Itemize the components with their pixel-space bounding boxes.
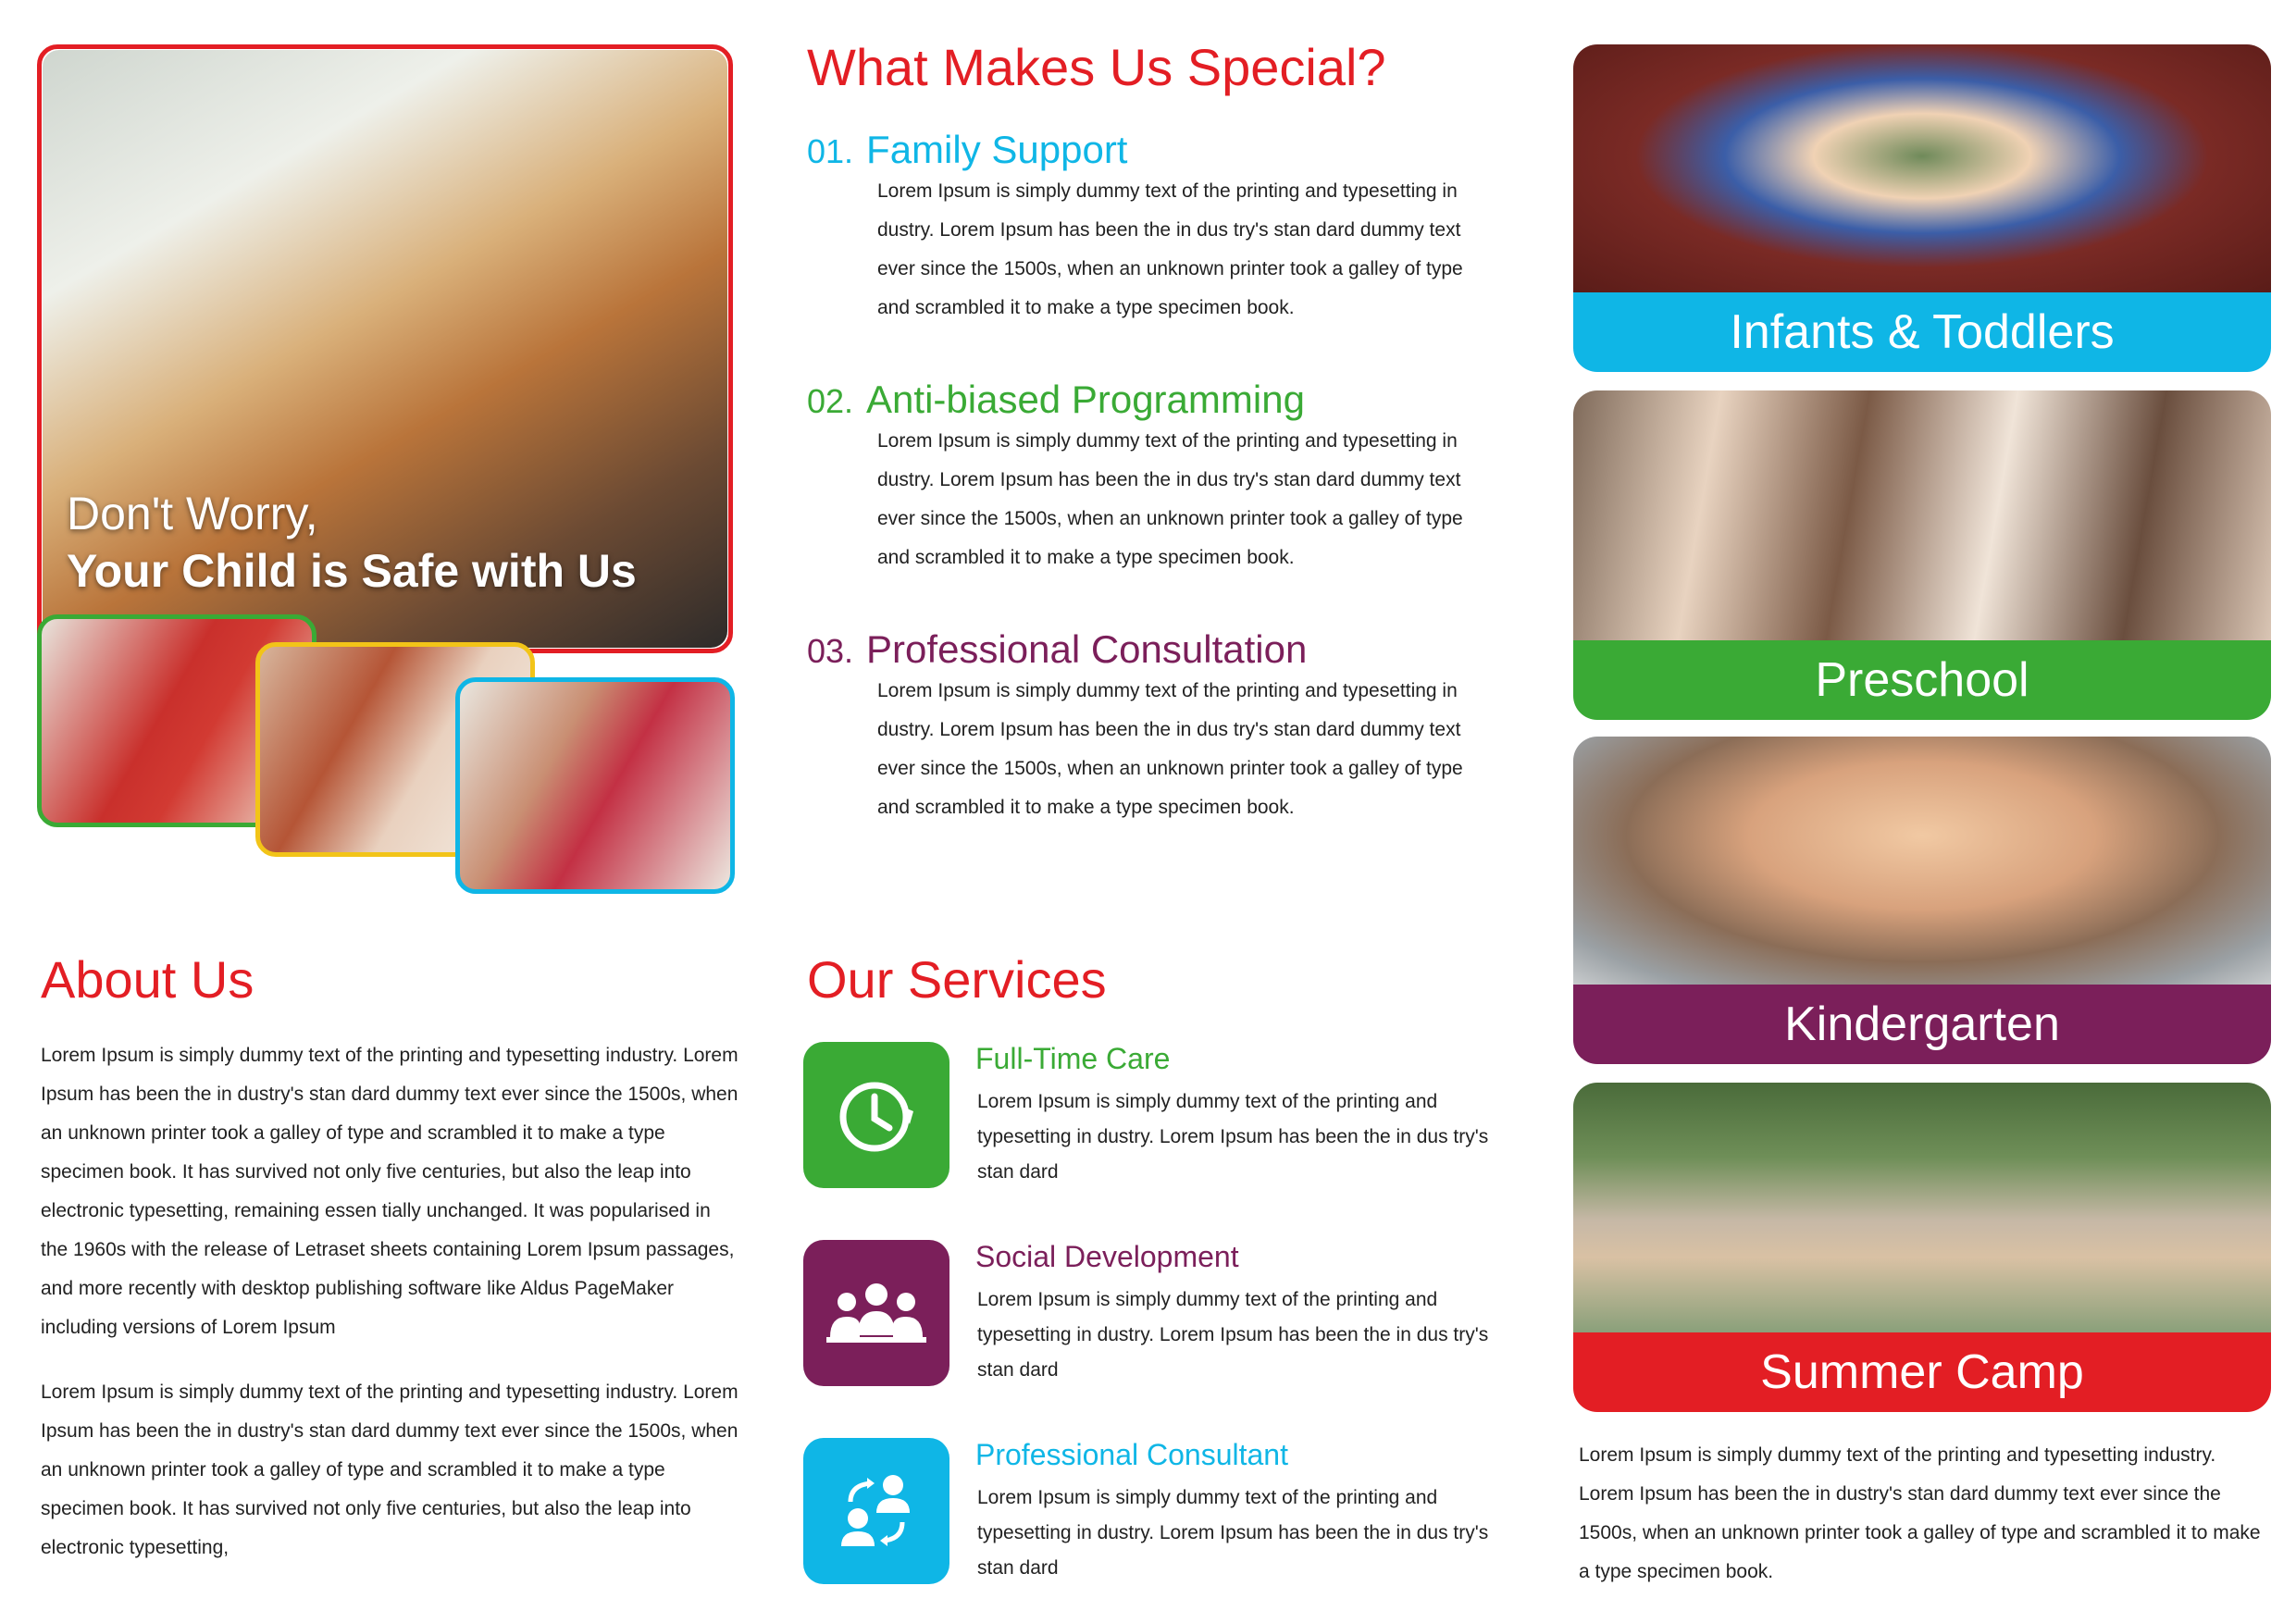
program-label-summer-camp: Summer Camp [1573,1332,2271,1412]
special-item-text: Lorem Ipsum is simply dummy text of the printing and typesetting in dustry. Lorem Ipsum has been the in dus try's stan dard dummy text ever since the 1500s, when an unknown printer took a galley of type and scrambled it to make a type specimen book. [877,180,1463,318]
special-item-1 [807,128,1510,328]
special-title: What Makes Us Special? [807,38,1386,96]
special-item-title [807,627,1510,672]
special-item-title [807,378,1510,422]
program-label-kindergarten: Kindergarten [1573,985,2271,1064]
special-item-title [807,128,1510,172]
program-label-preschool: Preschool [1573,640,2271,720]
hero-headline [67,485,714,600]
program-card-preschool [1573,390,2271,640]
hero-line-1: Don't Worry, [67,488,318,539]
special-item-label: Anti-biased Programming [866,378,1305,421]
hero-line-2: Your Child is Safe with Us [67,545,637,597]
program-card-infants [1573,44,2271,292]
photo-girl-drawing [455,677,735,894]
about-paragraph-2: Lorem Ipsum is simply dummy text of the printing and typesetting industry. Lorem Ipsum has been the in dustry's stan dard dummy text ever since the 1500s, when an unknown printer took a galley of type and scrambled it to make a type specimen book. It has survived not only five centuries, but also the leap into electronic typesetting, [41,1381,738,1558]
special-item-text: Lorem Ipsum is simply dummy text of the printing and typesetting in dustry. Lorem Ipsum has been the in dus try's stan dard dummy text ever since the 1500s, when an unknown printer took a galley of type and scrambled it to make a type specimen book. [877,680,1463,818]
service-title-full-time-care: Full-Time Care [975,1042,1171,1075]
special-item-3 [807,627,1510,827]
special-item-number: 02. [807,382,854,420]
programs-footer-text: Lorem Ipsum is simply dummy text of the printing and typesetting industry. Lorem Ipsum has been the in dustry's stan dard dummy text ever since the 1500s, when an unknown printer took a galley of type and scrambled it to make a type specimen book. [1579,1444,2261,1582]
service-icon-box [803,1438,949,1584]
special-item-number: 01. [807,132,854,170]
about-paragraph-1: Lorem Ipsum is simply dummy text of the printing and typesetting industry. Lorem Ipsum has been the in dustry's stan dard dummy text ever since the 1500s, when an unknown printer took a galley of type and scrambled it to make a type specimen book. It has survived not only five centuries, but also the leap into electronic typesetting, remaining essen tially unchanged. It was popularised in the 1960s with the release of Letraset sheets containing Lorem Ipsum passages, and more recently with desktop publishing software like Aldus PageMaker including versions of Lorem Ipsum [41,1045,738,1338]
program-card-summer-camp [1573,1083,2271,1332]
service-text: Lorem Ipsum is simply dummy text of the printing and typesetting in dustry. Lorem Ipsum has been the in dus try's stan dard [977,1487,1489,1579]
special-item-number: 03. [807,632,854,670]
special-item-label: Professional Consultation [866,627,1308,671]
service-title-professional-consultant: Professional Consultant [975,1438,1288,1471]
consultant-icon [830,1465,923,1557]
group-icon [825,1276,928,1350]
service-icon-box [803,1240,949,1386]
service-title-social-development: Social Development [975,1240,1239,1273]
about-title: About Us [41,950,254,1009]
services-title: Our Services [807,950,1107,1009]
service-icon-box [803,1042,949,1188]
special-item-label: Family Support [866,128,1128,171]
program-card-kindergarten [1573,737,2271,985]
special-item-2 [807,378,1510,577]
program-label-infants: Infants & Toddlers [1573,292,2271,372]
service-text: Lorem Ipsum is simply dummy text of the printing and typesetting in dustry. Lorem Ipsum has been the in dus try's stan dard [977,1091,1489,1183]
clock-icon [830,1069,923,1161]
hero-photo [43,50,727,648]
service-text: Lorem Ipsum is simply dummy text of the printing and typesetting in dustry. Lorem Ipsum has been the in dus try's stan dard [977,1289,1489,1381]
special-item-text: Lorem Ipsum is simply dummy text of the printing and typesetting in dustry. Lorem Ipsum has been the in dus try's stan dard dummy text ever since the 1500s, when an unknown printer took a galley of type and scrambled it to make a type specimen book. [877,430,1463,568]
